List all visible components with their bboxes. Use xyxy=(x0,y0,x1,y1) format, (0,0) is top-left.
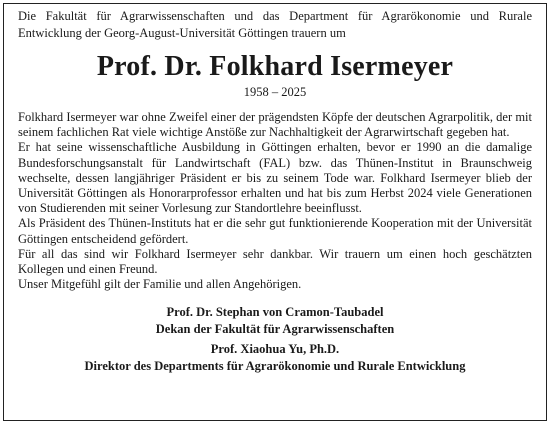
paragraph: Als Präsident des Thünen-Instituts hat er die sehr gut funktionierende Kooperation mit der Universität Göttingen entscheidend gefördert. xyxy=(18,216,532,246)
signatory-name: Prof. Dr. Stephan von Cramon-Taubadel xyxy=(166,305,384,320)
obituary-body xyxy=(18,110,532,292)
paragraph: Folkhard Isermeyer war ohne Zweifel einer der prägendsten Köpfe der deutschen Agrarpolitik, der mit seinem fachlichen Rat viele wichtige Anstöße zur Nachhaltigkeit der Agrarwirtschaft gegeben hat. xyxy=(18,110,532,140)
signatory-title: Dekan der Fakultät für Agrarwissenschaften xyxy=(155,321,395,336)
signatory-title: Direktor des Departments für Agrarökonomie und Rurale Entwicklung xyxy=(84,358,466,373)
paragraph: Für all das sind wir Folkhard Isermeyer sehr dankbar. Wir trauern um einen hoch geschätzten Kollegen und einen Freund. xyxy=(18,246,532,277)
notice-content xyxy=(18,8,532,374)
paragraph: Unser Mitgefühl gilt der Familie und allen Angehörigen. xyxy=(18,277,302,292)
intro-text: Die Fakultät für Agrarwissenschaften und das Department für Agrarökonomie und Rurale Entwicklung der Georg-August-Universität Göttingen trauern um xyxy=(18,9,532,40)
deceased-name: Prof. Dr. Folkhard Isermeyer xyxy=(96,51,454,82)
signature-block xyxy=(18,304,532,374)
signatory-name: Prof. Xiaohua Yu, Ph.D. xyxy=(210,342,340,357)
life-years: 1958 – 2025 xyxy=(243,85,307,99)
paragraph: Er hat seine wissenschaftliche Ausbildung in Göttingen erhalten, bevor er 1990 an die damalige Bundesforschungsanstalt für Landwirtschaft (FAL) bzw. das Thünen-Institut in Braunschweig wechselte, dessen langjähriger Präsident er bis zu seinem Tode war. Folkhard Isermeyer blieb der Universität Göttingen als Honorarprofessor erhalten und hat bis zum Herbst 2024 viele Generationen von Studierenden mit seiner Vorlesung zur Standortlehre beeinflusst. xyxy=(18,140,532,216)
